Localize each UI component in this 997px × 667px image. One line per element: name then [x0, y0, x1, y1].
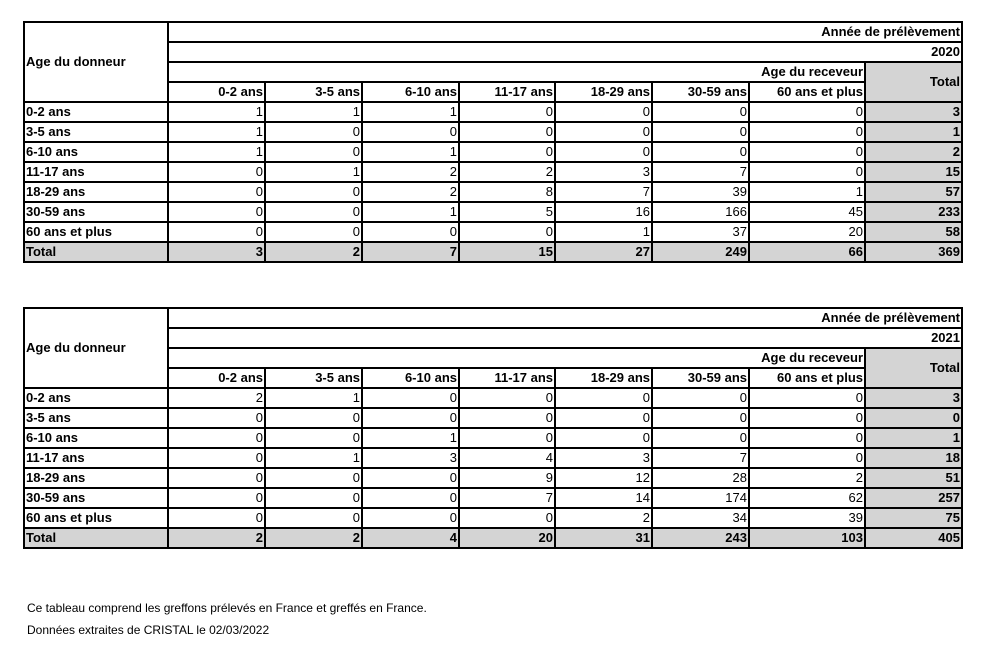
table-cell: 0 — [652, 408, 749, 428]
row-total: 1 — [865, 122, 962, 142]
table-row — [24, 408, 962, 428]
table-row — [24, 468, 962, 488]
table-cell: 0 — [459, 428, 555, 448]
row-total: 18 — [865, 448, 962, 468]
table-cell: 0 — [749, 428, 865, 448]
table-cell: 0 — [555, 408, 652, 428]
row-label: Total — [24, 528, 168, 548]
table-cell: 0 — [168, 428, 265, 448]
footnote-source: Données extraites de CRISTAL le 02/03/2022 — [27, 623, 270, 637]
table-cell: 0 — [749, 162, 865, 182]
table-cell: 0 — [749, 102, 865, 122]
column-header: 0-2 ans — [168, 82, 265, 102]
table-row — [24, 222, 962, 242]
table-cell: 3 — [362, 448, 459, 468]
table-cell: 0 — [168, 408, 265, 428]
grand-total: 405 — [865, 528, 962, 548]
table-cell: 0 — [652, 388, 749, 408]
table-cell: 39 — [749, 508, 865, 528]
table-cell: 20 — [749, 222, 865, 242]
table-cell: 0 — [459, 222, 555, 242]
row-label: 6-10 ans — [24, 142, 168, 162]
table-row — [24, 488, 962, 508]
table-cell: 0 — [652, 102, 749, 122]
table-cell: 0 — [265, 468, 362, 488]
row-total: 15 — [865, 162, 962, 182]
table-cell: 1 — [362, 202, 459, 222]
table-cell: 0 — [265, 182, 362, 202]
row-label: 6-10 ans — [24, 428, 168, 448]
row-label: 60 ans et plus — [24, 222, 168, 242]
grand-total: 369 — [865, 242, 962, 262]
column-header: 6-10 ans — [362, 82, 459, 102]
table-cell: 2 — [362, 182, 459, 202]
table-cell: 62 — [749, 488, 865, 508]
row-total: 57 — [865, 182, 962, 202]
table-cell: 7 — [459, 488, 555, 508]
row-total: 1 — [865, 428, 962, 448]
footnotes — [27, 597, 427, 641]
column-header: 11-17 ans — [459, 368, 555, 388]
row-label: Total — [24, 242, 168, 262]
table-cell: 0 — [749, 122, 865, 142]
footnote-scope: Ce tableau comprend les greffons prélevés en France et greffés en France. — [27, 601, 427, 615]
table-cell: 0 — [168, 468, 265, 488]
table-row — [24, 508, 962, 528]
table-cell: 0 — [459, 508, 555, 528]
column-total: 243 — [652, 528, 749, 548]
table-cell: 0 — [265, 488, 362, 508]
table-cell: 1 — [265, 448, 362, 468]
table-cell: 0 — [459, 408, 555, 428]
row-total: 233 — [865, 202, 962, 222]
row-total: 2 — [865, 142, 962, 162]
column-header: 18-29 ans — [555, 368, 652, 388]
column-header: 60 ans et plus — [749, 368, 865, 388]
column-total: 66 — [749, 242, 865, 262]
table-cell: 1 — [265, 162, 362, 182]
column-total: 31 — [555, 528, 652, 548]
table-cell: 0 — [749, 448, 865, 468]
table-cell: 16 — [555, 202, 652, 222]
table-cell: 1 — [265, 388, 362, 408]
year-caption: Année de prélèvement — [168, 308, 962, 328]
table-row — [24, 202, 962, 222]
row-total: 58 — [865, 222, 962, 242]
total-row — [24, 242, 962, 262]
column-total: 4 — [362, 528, 459, 548]
table-cell: 2 — [749, 468, 865, 488]
table-row — [24, 102, 962, 122]
row-label: 30-59 ans — [24, 202, 168, 222]
table-cell: 0 — [749, 408, 865, 428]
column-total: 249 — [652, 242, 749, 262]
table-cell: 0 — [555, 388, 652, 408]
table-cell: 8 — [459, 182, 555, 202]
table-cell: 9 — [459, 468, 555, 488]
table-cell: 0 — [555, 428, 652, 448]
row-total: 3 — [865, 102, 962, 122]
table-cell: 0 — [168, 202, 265, 222]
column-total: 2 — [168, 528, 265, 548]
table-cell: 0 — [362, 388, 459, 408]
table-cell: 0 — [265, 408, 362, 428]
table-cell: 28 — [652, 468, 749, 488]
row-label: 11-17 ans — [24, 448, 168, 468]
column-total: 103 — [749, 528, 865, 548]
table-cell: 7 — [652, 448, 749, 468]
column-header: 60 ans et plus — [749, 82, 865, 102]
column-total: 27 — [555, 242, 652, 262]
row-label: 11-17 ans — [24, 162, 168, 182]
year-caption: Année de prélèvement — [168, 22, 962, 42]
table-cell: 166 — [652, 202, 749, 222]
table-cell: 0 — [362, 122, 459, 142]
table-cell: 12 — [555, 468, 652, 488]
column-header: 0-2 ans — [168, 368, 265, 388]
row-total: 3 — [865, 388, 962, 408]
table-cell: 7 — [652, 162, 749, 182]
column-total: 15 — [459, 242, 555, 262]
table-cell: 0 — [362, 488, 459, 508]
table-cell: 0 — [168, 182, 265, 202]
table-cell: 0 — [459, 122, 555, 142]
column-header: 6-10 ans — [362, 368, 459, 388]
column-header: 30-59 ans — [652, 368, 749, 388]
table-cell: 1 — [749, 182, 865, 202]
table-cell: 0 — [362, 222, 459, 242]
table-cell: 0 — [459, 142, 555, 162]
table-cell: 0 — [749, 142, 865, 162]
column-header: 11-17 ans — [459, 82, 555, 102]
table-cell: 0 — [265, 222, 362, 242]
column-header: 30-59 ans — [652, 82, 749, 102]
table-cell: 45 — [749, 202, 865, 222]
table-cell: 0 — [362, 508, 459, 528]
table-cell: 1 — [362, 428, 459, 448]
table-cell: 174 — [652, 488, 749, 508]
column-header: 3-5 ans — [265, 82, 362, 102]
table-row — [24, 122, 962, 142]
table-cell: 4 — [459, 448, 555, 468]
table-cell: 39 — [652, 182, 749, 202]
table-cell: 2 — [459, 162, 555, 182]
receiver-age-caption: Age du receveur — [168, 348, 865, 368]
table-cell: 1 — [555, 222, 652, 242]
row-label: 18-29 ans — [24, 182, 168, 202]
table-cell: 1 — [168, 142, 265, 162]
row-label: 0-2 ans — [24, 388, 168, 408]
table-cell: 0 — [168, 222, 265, 242]
table-cell: 5 — [459, 202, 555, 222]
column-header: 3-5 ans — [265, 368, 362, 388]
table-row — [24, 162, 962, 182]
donor-age-header: Age du donneur — [24, 22, 168, 102]
year-value: 2020 — [168, 42, 962, 62]
column-total: 20 — [459, 528, 555, 548]
table-cell: 1 — [362, 142, 459, 162]
table-cell: 0 — [652, 428, 749, 448]
donor-receiver-table-2020 — [23, 21, 963, 263]
row-total: 257 — [865, 488, 962, 508]
table-cell: 0 — [362, 468, 459, 488]
row-total: 75 — [865, 508, 962, 528]
table-cell: 0 — [265, 142, 362, 162]
table-cell: 1 — [168, 102, 265, 122]
table-cell: 0 — [265, 428, 362, 448]
table-cell: 0 — [265, 202, 362, 222]
column-total: 2 — [265, 528, 362, 548]
table-cell: 0 — [168, 162, 265, 182]
table-cell: 0 — [168, 508, 265, 528]
row-label: 0-2 ans — [24, 102, 168, 122]
table-cell: 1 — [362, 102, 459, 122]
table-row — [24, 388, 962, 408]
column-total: 3 — [168, 242, 265, 262]
table-cell: 0 — [168, 488, 265, 508]
row-total: 51 — [865, 468, 962, 488]
table-cell: 3 — [555, 448, 652, 468]
row-label: 30-59 ans — [24, 488, 168, 508]
table-cell: 34 — [652, 508, 749, 528]
column-total: 2 — [265, 242, 362, 262]
table-cell: 0 — [555, 142, 652, 162]
table-cell: 0 — [168, 448, 265, 468]
table-cell: 14 — [555, 488, 652, 508]
table-cell: 0 — [555, 102, 652, 122]
table-cell: 0 — [459, 102, 555, 122]
table-cell: 0 — [459, 388, 555, 408]
row-total: 0 — [865, 408, 962, 428]
column-total: 7 — [362, 242, 459, 262]
row-label: 60 ans et plus — [24, 508, 168, 528]
table-row — [24, 428, 962, 448]
table-cell: 1 — [265, 102, 362, 122]
row-label: 3-5 ans — [24, 122, 168, 142]
table-cell: 2 — [362, 162, 459, 182]
table-cell: 0 — [652, 122, 749, 142]
table-row — [24, 182, 962, 202]
total-row — [24, 528, 962, 548]
table-cell: 37 — [652, 222, 749, 242]
table-cell: 1 — [168, 122, 265, 142]
total-column-header: Total — [865, 62, 962, 102]
table-cell: 0 — [555, 122, 652, 142]
donor-age-header: Age du donneur — [24, 308, 168, 388]
row-label: 3-5 ans — [24, 408, 168, 428]
table-cell: 0 — [749, 388, 865, 408]
table-row — [24, 448, 962, 468]
table-row — [24, 142, 962, 162]
table-cell: 7 — [555, 182, 652, 202]
table-cell: 0 — [265, 122, 362, 142]
donor-receiver-table-2021 — [23, 307, 963, 549]
table-cell: 0 — [265, 508, 362, 528]
table-cell: 3 — [555, 162, 652, 182]
row-label: 18-29 ans — [24, 468, 168, 488]
column-header: 18-29 ans — [555, 82, 652, 102]
year-value: 2021 — [168, 328, 962, 348]
table-cell: 2 — [555, 508, 652, 528]
receiver-age-caption: Age du receveur — [168, 62, 865, 82]
table-cell: 2 — [168, 388, 265, 408]
total-column-header: Total — [865, 348, 962, 388]
table-cell: 0 — [362, 408, 459, 428]
table-cell: 0 — [652, 142, 749, 162]
